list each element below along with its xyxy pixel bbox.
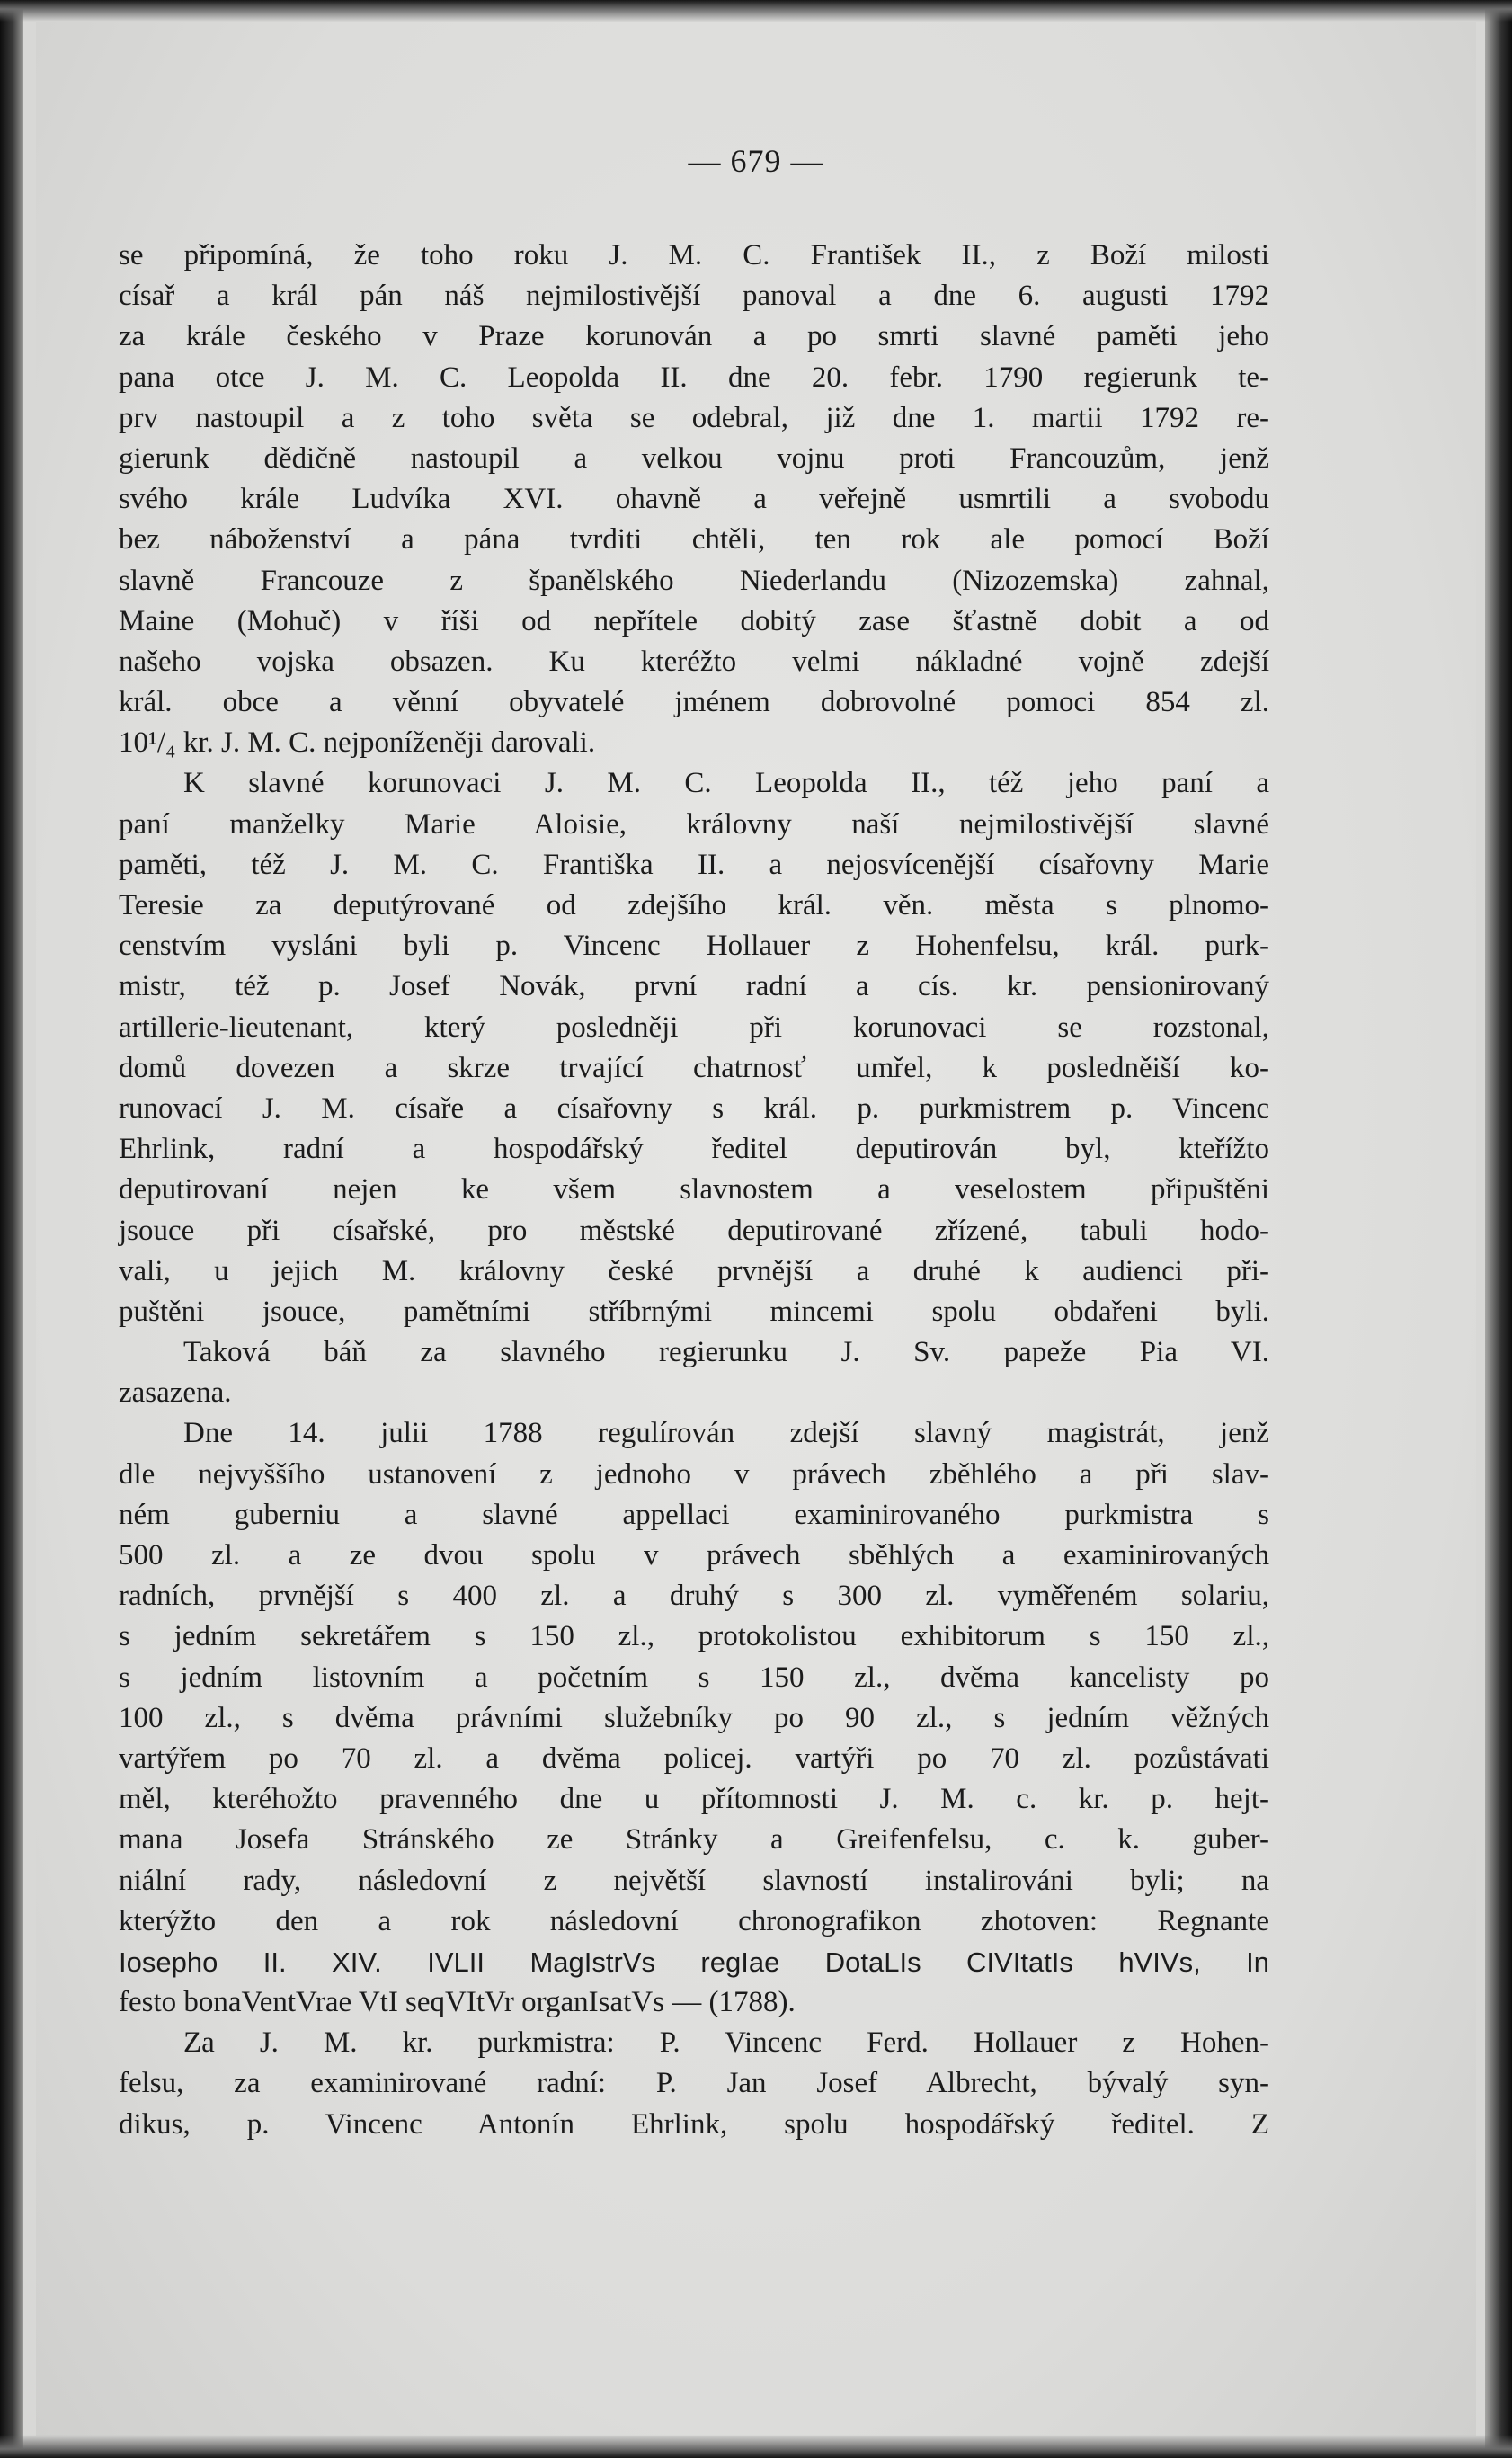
scan-edge-left (0, 0, 23, 2458)
text-line: s jedním sekretářem s 150 zl., protokolistou exhibitorum s 150 zl., (119, 1620, 1269, 1653)
text-line: vartýřem po 70 zl. a dvěma policej. vartýři po 70 zl. pozůstávati (119, 1741, 1269, 1775)
scan-edge-bottom (0, 2435, 1512, 2458)
text-line: K slavné korunovaci J. M. C. Leopolda II., též jeho paní a (183, 767, 1269, 800)
text-line: niální rady, následovní z největší slavností instalirováni byli; na (119, 1864, 1269, 1897)
text-line: král. obce a věnní obyvatelé jménem dobrovolné pomoci 854 zl. (119, 686, 1269, 719)
text-line: 500 zl. a ze dvou spolu v právech sběhlých a examinirovaných (119, 1539, 1269, 1572)
text-line: Dne 14. julii 1788 regulírován zdejší slavný magistrát, jenž (183, 1417, 1269, 1450)
text-line: jsouce při císařské, pro městské deputirované zřízené, tabuli hodo- (119, 1214, 1269, 1247)
text-line: prv nastoupil a z toho světa se odebral, již dne 1. martii 1792 re- (119, 401, 1269, 434)
text-line: Za J. M. kr. purkmistra: P. Vincenc Ferd. Hollauer z Hohen- (183, 2026, 1269, 2060)
text-line: měl, kteréhožto pravenného dne u přítomnosti J. M. c. kr. p. hejt- (119, 1783, 1269, 1816)
text-line: dle nejvyššího ustanovení z jednoho v právech zběhlého a při slav- (119, 1457, 1269, 1491)
page-number: — 679 — (688, 143, 824, 179)
chronogram-line: Iosepho II. XIV. IVLII MagIstrVs regIae DotaLIs CIVItatIs hVIVs, In (119, 1946, 1269, 1978)
text-line: zasazena. (119, 1376, 232, 1410)
text-line: ném guberniu a slavné appellaci examinirovaného purkmistra s (119, 1498, 1269, 1531)
text-line: dikus, p. Vincenc Antonín Ehrlink, spolu hospodářský ředitel. Z (119, 2107, 1269, 2141)
text-line: puštěni jsouce, pamětními stříbrnými mincemi spolu obdařeni byli. (119, 1295, 1269, 1328)
text-line: Ehrlink, radní a hospodářský ředitel deputirován byl, kteřížto (119, 1133, 1269, 1166)
text-line: mana Josefa Stránského ze Stránky a Greifenfelsu, c. k. guber- (119, 1823, 1269, 1857)
text-line: kterýžto den a rok následovní chronografikon zhotoven: Regnante (119, 1904, 1269, 1937)
text-line: radních, prvnější s 400 zl. a druhý s 300 zl. vyměřeném solariu, (119, 1580, 1269, 1613)
text-line: paní manželky Marie Aloisie, královny naší nejmilostivější slavné (119, 807, 1269, 841)
text-line: za krále českého v Praze korunován a po smrti slavné paměti jeho (119, 320, 1269, 353)
text-line: runovací J. M. císaře a císařovny s král. p. purkmistrem p. Vincenc (119, 1091, 1269, 1125)
text-line: 100 zl., s dvěma právními služebníky po 90 zl., s jedním věžných (119, 1701, 1269, 1734)
text-line: s jedním listovním a početním s 150 zl., dvěma kancelisty po (119, 1661, 1269, 1694)
chronogram-line: festo bonaVentVrae VtI seqVItVr organIsatVs — (1788). (119, 1986, 796, 2019)
text-line: Teresie za deputýrované od zdejšího král. věn. města s plnomo- (119, 889, 1269, 922)
text-line: pana otce J. M. C. Leopolda II. dne 20. febr. 1790 regierunk te- (119, 361, 1269, 394)
text-line: Maine (Mohuč) v říši od nepřítele dobitý zase šťastně dobit a od (119, 604, 1269, 637)
text-line: artillerie-lieutenant, který posledněji při korunovaci se rozstonal, (119, 1011, 1269, 1044)
text-line: vali, u jejich M. královny české prvnější a druhé k audienci při- (119, 1254, 1269, 1287)
text-line: mistr, též p. Josef Novák, první radní a cís. kr. pensionirovaný (119, 970, 1269, 1003)
text-line: slavně Francouze z španělského Niederlandu (Nizozemska) zahnal, (119, 564, 1269, 597)
text-line: Taková báň za slavného regierunku J. Sv. papeže Pia VI. (183, 1336, 1269, 1369)
text-line: gierunk dědičně nastoupil a velkou vojnu proti Francouzům, jenž (119, 441, 1269, 475)
text-line: paměti, též J. M. C. Františka II. a nejosvícenější císařovny Marie (119, 848, 1269, 881)
text-line: domů dovezen a skrze trvající chatrnosť umřel, k posledněiší ko- (119, 1051, 1269, 1084)
text-line: našeho vojska obsazen. Ku kteréžto velmi nákladné vojně zdejší (119, 645, 1269, 678)
text-line: bez náboženství a pána tvrditi chtěli, ten rok ale pomocí Boží (119, 523, 1269, 557)
text-line: deputirovaní nejen ke všem slavnostem a veselostem připuštěni (119, 1173, 1269, 1207)
text-line: se připomíná, že toho roku J. M. C. František II., z Boží milosti (119, 239, 1269, 272)
scan-edge-right (1485, 0, 1512, 2458)
body-text (119, 236, 1269, 2145)
text-line: 10¹/₄ kr. J. M. C. nejponíženěji darovali. (119, 726, 596, 760)
scan-edge-top (0, 0, 1512, 22)
text-line: censtvím vysláni byli p. Vincenc Hollauer z Hohenfelsu, král. purk- (119, 930, 1269, 963)
text-line: felsu, za examinirované radní: P. Jan Josef Albrecht, bývalý syn- (119, 2067, 1269, 2100)
text-line: svého krále Ludvíka XVI. ohavně a veřejně usmrtili a svobodu (119, 483, 1269, 516)
text-line: císař a král pán náš nejmilostivější panoval a dne 6. augusti 1792 (119, 280, 1269, 313)
